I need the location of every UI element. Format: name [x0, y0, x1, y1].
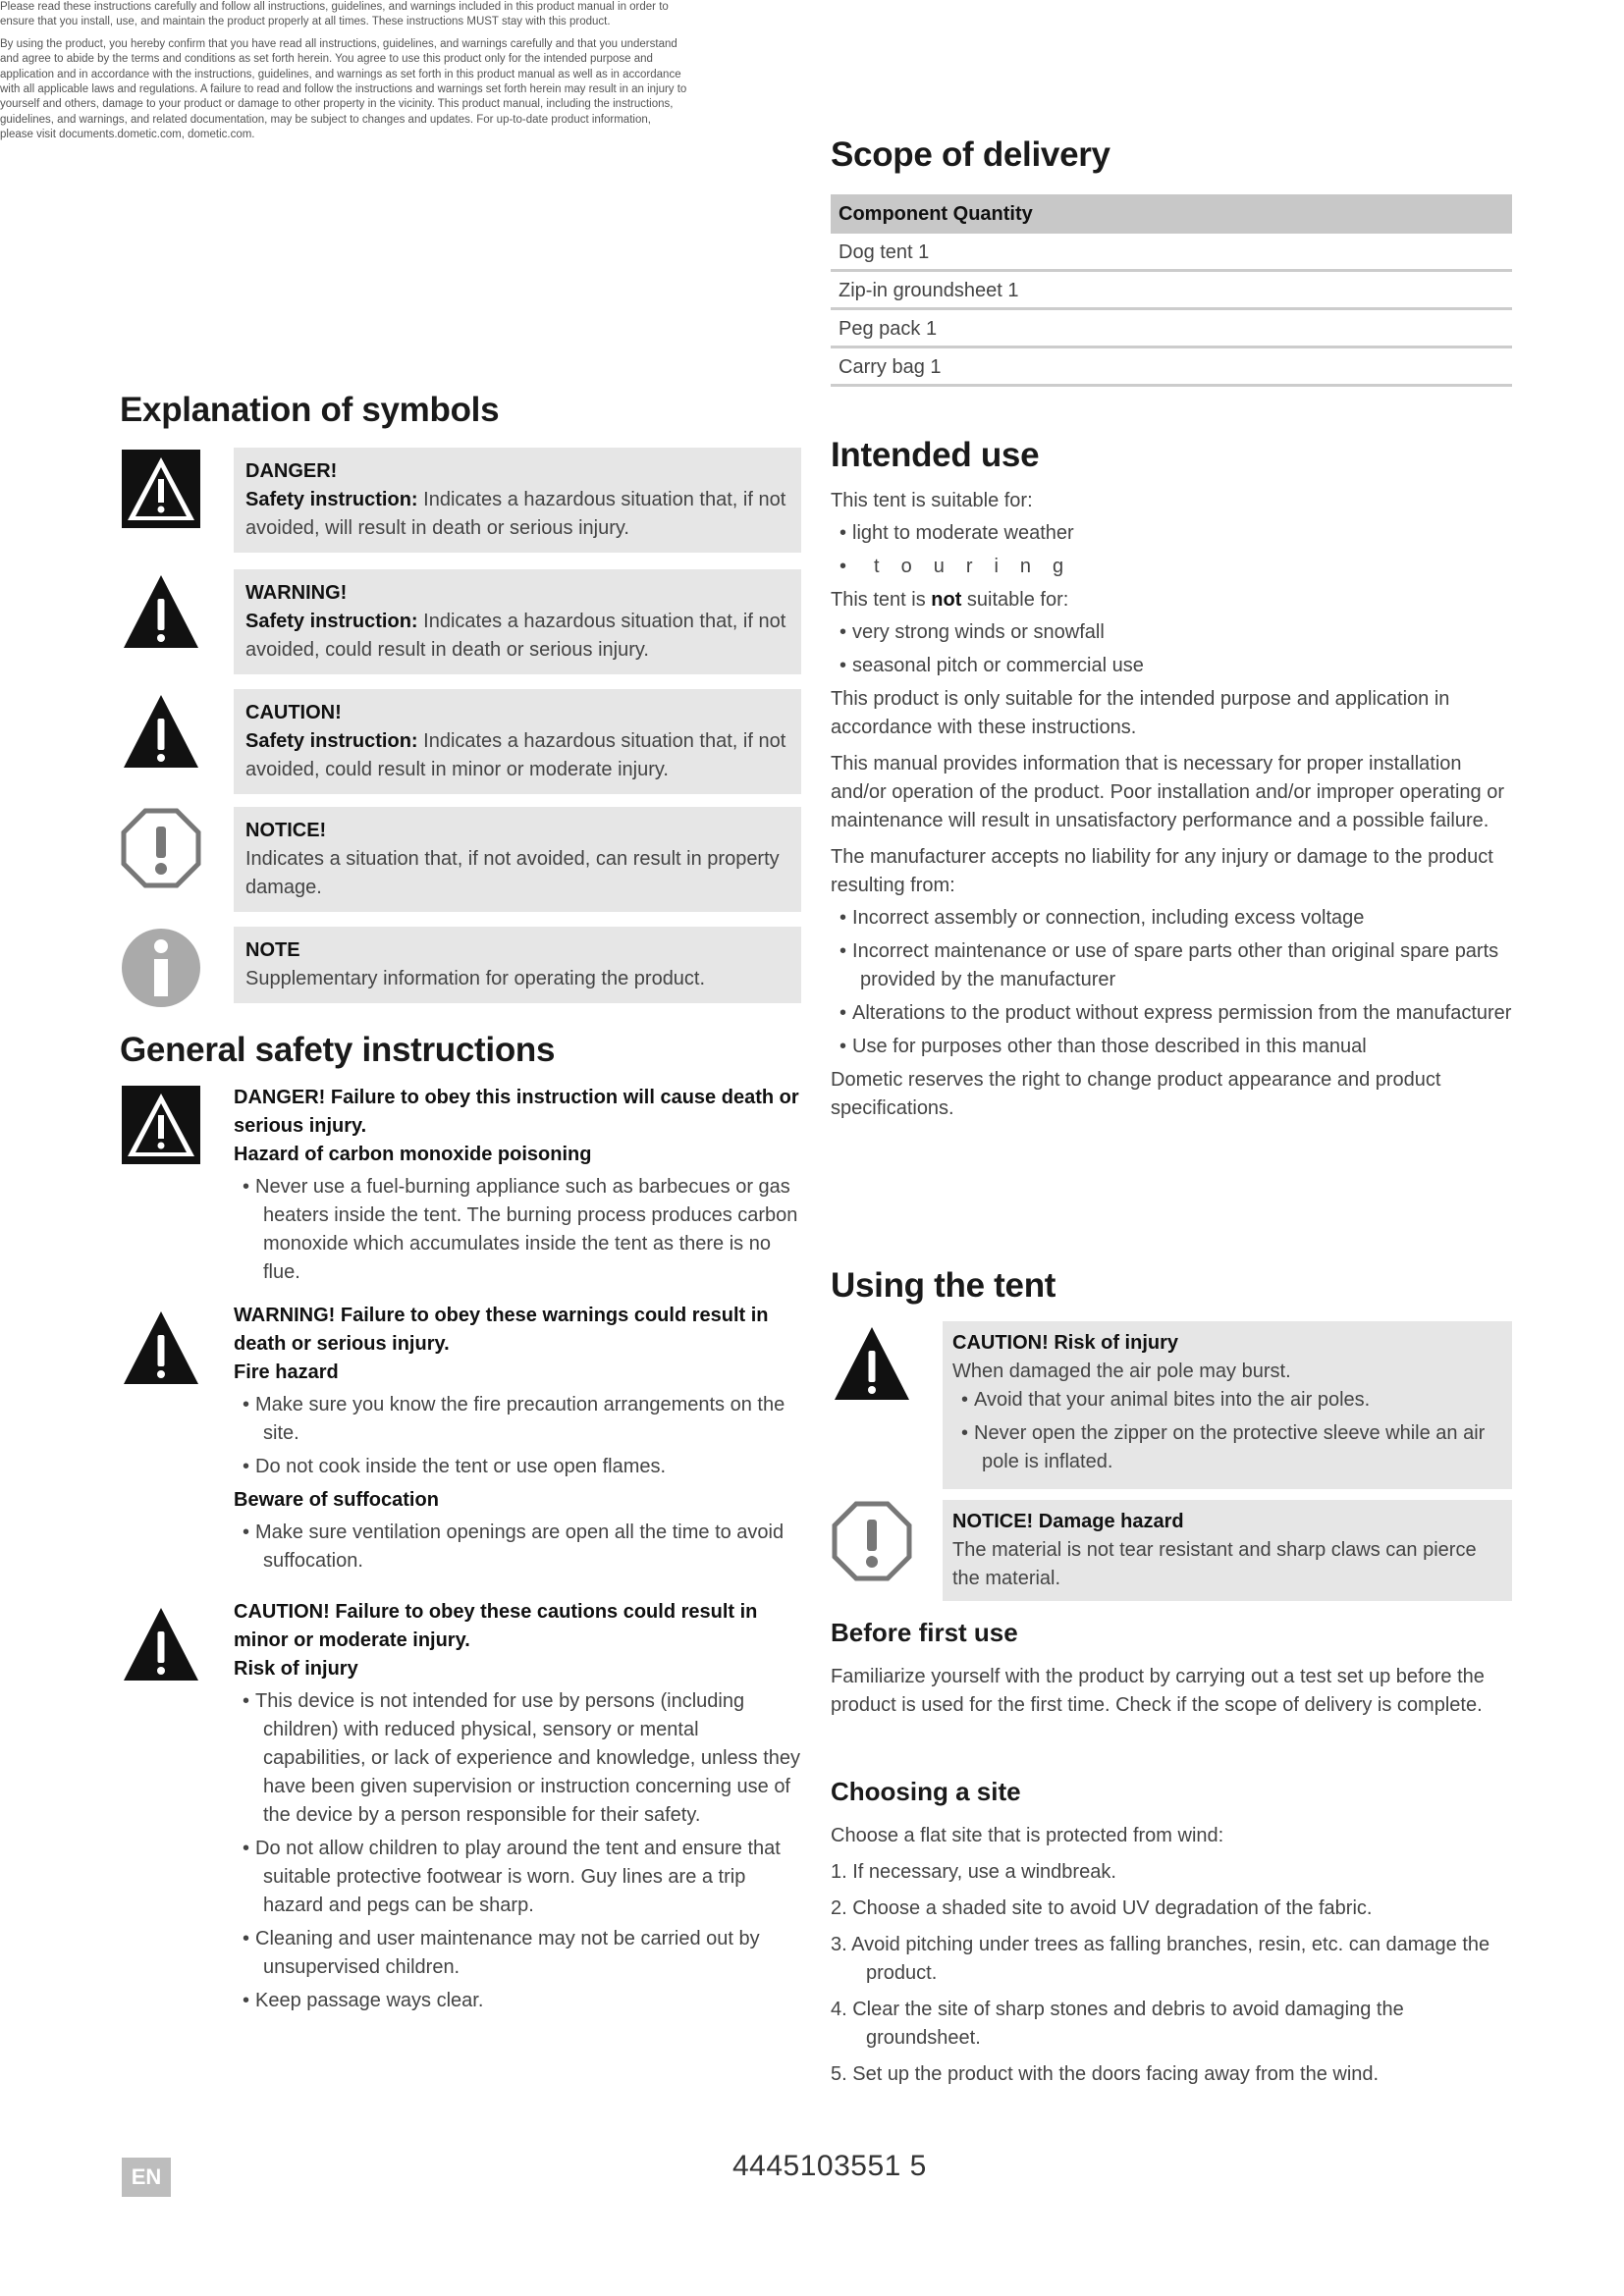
caution-text: When damaged the air pole may burst.	[952, 1361, 1291, 1382]
symbol-title: NOTICE!	[245, 820, 327, 841]
caution-subheading: Risk of injury	[234, 1658, 358, 1680]
intended-paragraph: This product is only suitable for the intended purpose and application in accordance with these instructions.	[831, 688, 1450, 738]
before-first-use-body	[831, 1663, 1518, 1728]
list-item: 1. If necessary, use a windbreak.	[831, 1861, 1116, 1883]
table-row: Dog tent 1	[831, 234, 1512, 271]
suitable-label: This tent is suitable for:	[831, 490, 1033, 511]
not-suitable-post: suitable for:	[961, 589, 1069, 611]
list-item: • light to moderate weather	[831, 519, 1518, 548]
warning-heading: WARNING! Failure to obey these warnings could result in death or serious injury.	[234, 1305, 769, 1355]
list-item: 5. Set up the product with the doors facing away from the wind.	[831, 2063, 1380, 2085]
caution-title: CAUTION! Risk of injury	[952, 1332, 1179, 1354]
symbol-text: Indicates a hazardous situation that, if not avoided, will result in death or serious injury.	[245, 489, 786, 539]
list-item: • Make sure you know the fire precaution arrangements on the site.	[234, 1391, 805, 1448]
scope-table	[831, 194, 1512, 387]
danger-subheading: Hazard of carbon monoxide poisoning	[234, 1144, 592, 1165]
list-item: 4. Clear the site of sharp stones and debris to avoid damaging the groundsheet.	[831, 1999, 1404, 2049]
list-item: • This device is not intended for use by persons (including children) with reduced physical, sensory or mental capabilities, or lack of experience and knowledge, unless they have been given supervision or instruction concerning use of the device by a person responsible for their safety.	[234, 1687, 805, 1830]
list-item: • Use for purposes other than those described in this manual	[831, 1033, 1518, 1061]
intro-paragraph: Please read these instructions carefully and follow all instructions, guidelines, and warnings included in this product manual in order to ensure that you install, use, and maintain the product properly at all times. These instructions MUST stay with this product.	[0, 1, 669, 28]
danger-sign-icon	[120, 1084, 202, 1166]
list-item: • Never use a fuel-burning appliance such as barbecues or gas heaters inside the tent. The burning process produces carbon monoxide which accumulates inside the tent as there is no flue.	[234, 1173, 805, 1287]
scope-table-wrapper	[831, 194, 1512, 387]
intended-paragraph: This manual provides information that is necessary for proper installation and/or operation of the product. Poor installation and/or improper operating or maintenance will result in unsatisfactory performance and a possible failure.	[831, 753, 1504, 831]
intro-text	[0, 0, 687, 143]
symbol-text: Supplementary information for operating the product.	[245, 968, 706, 989]
notice-octagon-icon	[120, 807, 202, 889]
general-safety-heading: General safety instructions	[120, 1031, 556, 1069]
symbol-lead: Safety instruction:	[245, 489, 418, 510]
symbol-title: CAUTION!	[245, 702, 342, 723]
table-row: Carry bag 1	[831, 347, 1512, 386]
notice-text: The material is not tear resistant and sharp claws can pierce the material.	[952, 1539, 1477, 1589]
intended-paragraph: The manufacturer accepts no liability for any injury or damage to the product resulting from:	[831, 846, 1493, 896]
table-header: Component Quantity	[831, 194, 1512, 234]
symbol-title: WARNING!	[245, 582, 348, 604]
notice-box	[943, 1500, 1512, 1601]
warning-subheading: Beware of suffocation	[234, 1489, 439, 1511]
general-danger-body	[234, 1084, 805, 1292]
caution-triangle-icon	[120, 1602, 202, 1684]
choosing-site-body	[831, 1822, 1518, 2097]
not-word: not	[931, 589, 962, 611]
symbol-text: Indicates a hazardous situation that, if not avoided, could result in death or serious injury.	[245, 611, 786, 661]
symbol-title: NOTE	[245, 939, 300, 961]
list-item: • Avoid that your animal bites into the air poles.	[952, 1386, 1502, 1415]
symbol-box	[234, 448, 801, 553]
symbol-lead: Safety instruction:	[245, 611, 418, 632]
symbol-box	[234, 927, 801, 1003]
danger-heading: DANGER! Failure to obey this instruction will cause death or serious injury.	[234, 1087, 799, 1137]
symbol-text: Indicates a situation that, if not avoided, can result in property damage.	[245, 848, 780, 898]
warning-triangle-icon	[120, 569, 202, 652]
warning-subheading: Fire hazard	[234, 1362, 339, 1383]
symbol-text: Indicates a hazardous situation that, if not avoided, could result in minor or moderate injury.	[245, 730, 786, 780]
scope-heading: Scope of delivery	[831, 135, 1110, 174]
caution-box	[943, 1321, 1512, 1489]
list-item: • Incorrect assembly or connection, including excess voltage	[831, 904, 1518, 933]
table-row: Peg pack 1	[831, 309, 1512, 347]
symbol-box	[234, 569, 801, 674]
language-badge: EN	[122, 2158, 171, 2197]
not-suitable-pre: This tent is	[831, 589, 932, 611]
intended-paragraph: Dometic reserves the right to change product appearance and product specifications.	[831, 1069, 1441, 1119]
before-first-use-text: Familiarize yourself with the product by carrying out a test set up before the product is used for the first time. Check if the scope of delivery is complete.	[831, 1666, 1485, 1716]
caution-triangle-icon	[120, 689, 202, 772]
list-item: • Incorrect maintenance or use of spare parts other than original spare parts provided by the manufacturer	[831, 937, 1518, 994]
choosing-site-intro: Choose a flat site that is protected from wind:	[831, 1825, 1224, 1846]
notice-title: NOTICE! Damage hazard	[952, 1511, 1184, 1532]
danger-sign-icon	[120, 448, 202, 530]
symbols-heading: Explanation of symbols	[120, 391, 500, 429]
list-item: 3. Avoid pitching under trees as falling branches, resin, etc. can damage the product.	[831, 1934, 1490, 1984]
intended-use-heading: Intended use	[831, 436, 1040, 474]
using-tent-heading: Using the tent	[831, 1266, 1056, 1305]
symbol-title: DANGER!	[245, 460, 338, 482]
page-code: 4445103551 5	[732, 2150, 927, 2182]
before-first-use-heading: Before first use	[831, 1618, 1018, 1647]
list-item: • touring	[831, 553, 1518, 581]
list-item: • Never open the zipper on the protective sleeve while an air pole is inflated.	[952, 1419, 1502, 1476]
info-icon	[120, 927, 202, 1009]
list-item: • Make sure ventilation openings are open all the time to avoid suffocation.	[234, 1519, 805, 1575]
caution-heading: CAUTION! Failure to obey these cautions could result in minor or moderate injury.	[234, 1601, 758, 1651]
list-item: • Alterations to the product without express permission from the manufacturer	[831, 999, 1518, 1028]
choosing-site-heading: Choosing a site	[831, 1777, 1021, 1806]
symbol-lead: Safety instruction:	[245, 730, 418, 752]
list-item: • very strong winds or snowfall	[831, 618, 1518, 647]
notice-octagon-icon	[831, 1500, 913, 1582]
list-item: • Do not allow children to play around the tent and ensure that suitable protective footwear is worn. Guy lines are a trip hazard and pegs can be sharp.	[234, 1835, 805, 1920]
intro-paragraph: By using the product, you hereby confirm that you have read all instructions, guidelines, and warnings carefully and that you understand and agree to abide by the terms and conditions as set forth herein. You agree to use this product only for the intended purpose and application and in accordance with the instructions, guidelines, and warnings as set forth in this product manual as well as in accordance with all applicable laws and regulations. A failure to read and follow the instructions and warnings set forth herein may result in an injury to yourself and others, damage to your product or damage to other property in the vicinity. This product manual, including the instructions, guidelines, and warnings, and related documentation, may be subject to changes and updates. For up-to-date product information, please visit documents.dometic.com, dometic.com.	[0, 37, 687, 141]
list-item: • Cleaning and user maintenance may not be carried out by unsupervised children.	[234, 1925, 805, 1982]
table-row: Zip-in groundsheet 1	[831, 271, 1512, 309]
warning-triangle-icon	[120, 1306, 202, 1388]
caution-triangle-icon	[831, 1321, 913, 1404]
symbol-box	[234, 689, 801, 794]
general-caution-body	[234, 1598, 805, 2020]
list-item: • seasonal pitch or commercial use	[831, 652, 1518, 680]
list-item: • Keep passage ways clear.	[234, 1987, 805, 2015]
list-item: 2. Choose a shaded site to avoid UV degradation of the fabric.	[831, 1897, 1373, 1919]
symbol-box	[234, 807, 801, 912]
general-warning-body	[234, 1302, 805, 1580]
intended-use-body	[831, 487, 1518, 1131]
list-item: • Do not cook inside the tent or use open flames.	[234, 1453, 805, 1481]
